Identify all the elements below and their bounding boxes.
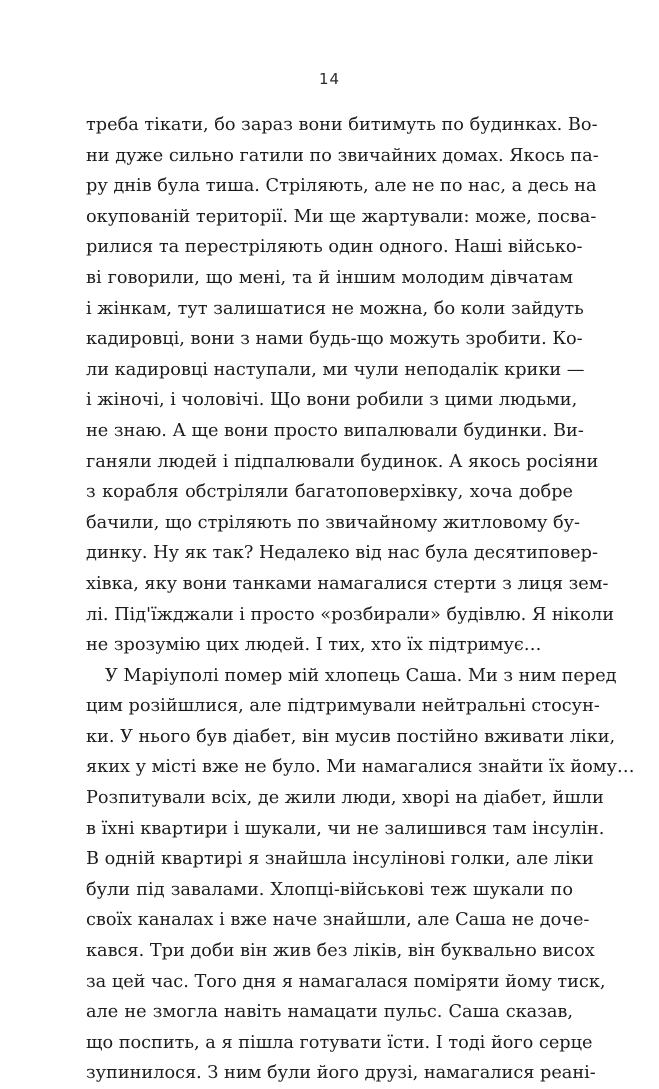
text-line: в їхні квартири і шукали, чи не залишився там інсулін. bbox=[86, 818, 605, 839]
text-line: хівка, яку вони танками намагалися стерти з лиця зем- bbox=[86, 573, 609, 594]
body-text bbox=[86, 110, 635, 1089]
text-line: рилися та перестріляють один одного. Наші військо- bbox=[86, 237, 583, 258]
text-line: Розпитували всіх, де жили люди, хворі на діабет, йшли bbox=[86, 788, 604, 809]
paragraph-start-line: У Маріуполі помер мій хлопець Саша. Ми з ним перед bbox=[105, 665, 617, 686]
text-line: бачили, що стріляють по звичайному житловому бу- bbox=[86, 512, 581, 533]
text-line: цим розійшлися, але підтримували нейтральні стосун- bbox=[86, 696, 600, 717]
text-line: і жіночі, і чоловічі. Що вони робили з цими людьми, bbox=[86, 390, 578, 411]
text-line: лі. Під'їжджали і просто «розбирали» будівлю. Я ніколи bbox=[86, 604, 614, 625]
text-line: треба тікати, бо зараз вони битимуть по будинках. Во- bbox=[86, 115, 598, 135]
text-line: за цей час. Того дня я намагалася поміряти йому тиск, bbox=[86, 971, 606, 992]
text-line: були під завалами. Хлопці-військові теж шукали по bbox=[86, 879, 573, 900]
text-line: що поспить, а я пішла готувати їсти. І тоді його серце bbox=[86, 1032, 593, 1053]
text-line: ганяли людей і підпалювали будинок. А якось росіяни bbox=[86, 451, 599, 472]
text-line: динку. Ну як так? Недалеко від нас була десятиповер- bbox=[86, 543, 598, 564]
text-line: ни дуже сильно гатили по звичайних домах. Якось па- bbox=[86, 145, 599, 166]
text-line: але не змогла навіть намацати пульс. Саша сказав, bbox=[86, 1002, 573, 1023]
text-line: зупинилося. З ним були його друзі, намагалися реані- bbox=[86, 1063, 596, 1084]
text-line: кався. Три доби він жив без ліків, він буквально висох bbox=[86, 941, 595, 962]
text-line: окупованій території. Ми ще жартували: може, посва- bbox=[86, 206, 597, 227]
text-line: своїх каналах і вже наче знайшли, але Саша не доче- bbox=[86, 910, 590, 931]
text-line: кадировці, вони з нами будь-що можуть зробити. Ко- bbox=[86, 329, 583, 350]
text-line: не знаю. А ще вони просто випалювали будинки. Ви- bbox=[86, 420, 584, 441]
text-line: з корабля обстріляли багатоповерхівку, хоча добре bbox=[86, 482, 573, 503]
text-line: ки. У нього був діабет, він мусив постійно вживати ліки, bbox=[86, 726, 616, 747]
text-line: яких у місті вже не було. Ми намагалися знайти їх йому… bbox=[86, 757, 635, 778]
text-line: ру днів була тиша. Стріляють, але не по нас, а десь на bbox=[86, 176, 597, 197]
text-line: ли кадировці наступали, ми чули неподалік крики — bbox=[86, 359, 585, 380]
text-line: і жінкам, тут залишатися не можна, бо коли зайдуть bbox=[86, 298, 584, 319]
text-line: ві говорили, що мені, та й іншим молодим дівчатам bbox=[86, 267, 573, 288]
page-number: 14 bbox=[318, 70, 341, 88]
text-line: В одній квартирі я знайшла інсулінові голки, але ліки bbox=[86, 849, 594, 870]
paragraph-end-line: не зрозумію цих людей. І тих, хто їх підтримує… bbox=[86, 635, 542, 656]
